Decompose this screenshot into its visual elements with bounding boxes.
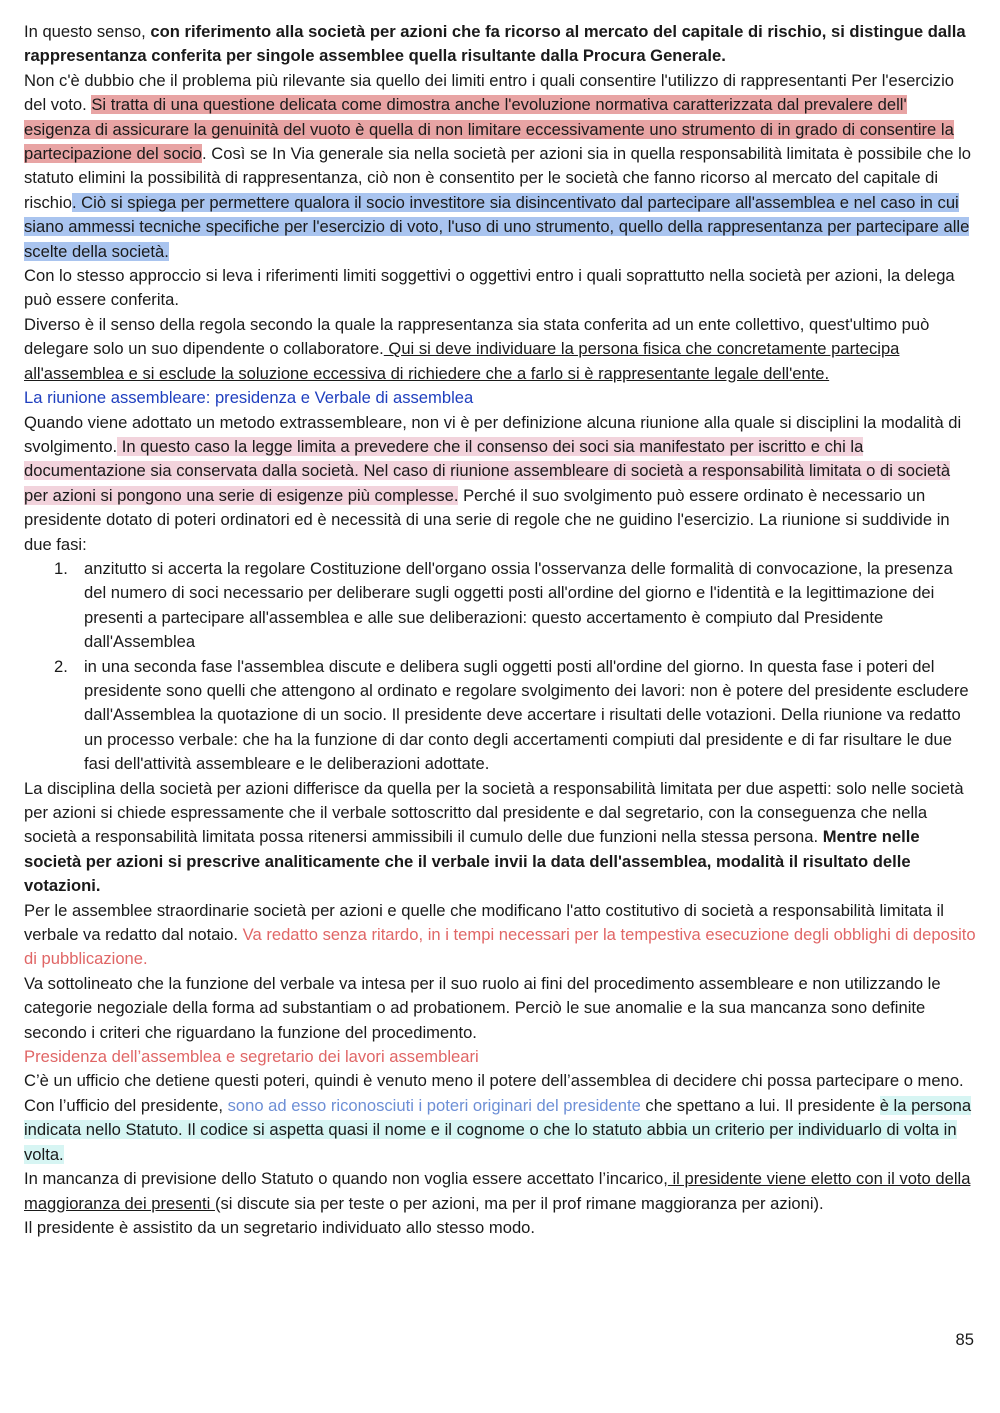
text-run: Quando viene adottato un metodo extrassembleare, non vi è per definizione alcuna riunione alla quale si disciplini la modalità di svolgimento. [24,412,962,456]
paragraph-5 [24,411,976,557]
highlight-red: Si tratta di una questione delicata come dimostra anche l'evoluzione normativa caratterizzata dal prevalere dell' esigenza di assicurare la genuinità del vuoto è quella di non limitare eccessivamente uno strumento di in grado di consentire la partecipazione del socio [24,95,954,164]
text-run: Diverso è il senso della regola secondo la quale la rappresentanza sia stata conferita ad un ente collettivo, quest'ultimo può delegare solo un suo dipendente o collaboratore. [24,314,930,359]
paragraph-8: Va sottolineato che la funzione del verbale va intesa per il suo ruolo ai fini del procedimento assembleare e non utilizzando le categorie negoziale della forma ad substantiam o ad probationem. Perciò le sue anomalie e la sua mancanza sono definite secondo i criteri che riguardano la funzione del procedimento. [24,973,941,1042]
document-page [24,20,976,1240]
list-item [24,557,976,655]
paragraph-6 [24,777,976,899]
paragraph-4 [24,313,976,386]
text-run: (si discute sia per teste o per azioni, ma per il prof rimane maggioranza per azioni). [214,1193,824,1213]
highlight-cyan: è la persona indicata nello Statuto. Il codice si aspetta quasi il nome e il cognome o che lo statuto abbia un criterio per individuarlo di volta in volta. [24,1095,972,1164]
paragraph-11 [24,1167,976,1216]
paragraph-2 [24,69,976,264]
phases-list [24,557,976,777]
list-item-text: in una seconda fase l'assemblea discute e delibera sugli oggetti posti all'ordine del giorno. In questa fase i poteri del presidente sono quelli che attengono al ordinato e regolare svolgimento dei lavori: non è potere del presidente escludere dall'Assemblea la quotazione di un socio. Il presidente deve accertare i risultati delle votazioni. Della riunione va redatto un processo verbale: che ha la funzione di dar conto degli accertamenti compiuti dal presidente e di far risultare le due fasi dell'attività assembleare e le deliberazioni adottate. [84,656,969,774]
paragraph-12: Il presidente è assistito da un segretario individuato allo stesso modo. [24,1217,536,1237]
underlined-text: il presidente viene eletto con il voto della maggioranza dei presenti [24,1169,971,1213]
lightblue-text: sono ad esso riconosciuti i poteri originari del presidente [227,1095,641,1115]
text-run: Con l’ufficio del presidente, [24,1095,228,1115]
paragraph-7 [24,899,976,972]
red-text: Va redatto senza ritardo, in i tempi necessari per la tempestiva esecuzione degli obblighi di deposito di pubblicazione. [24,925,976,969]
text-run: In questo senso, [24,22,151,41]
list-number: 2. [54,656,68,676]
paragraph-10 [24,1094,976,1167]
section-heading-presidenza: Presidenza dell’assemblea e segretario dei lavori assembleari [24,1047,479,1067]
highlight-blue: . Ciò si spiega per permettere qualora il socio investitore sia disincentivato dal partecipare all'assemblea e nel caso in cui siano ammessi tecniche specifiche per l'esercizio di voto, l'uso di uno strumento, quello della rappresentanza per partecipare alle scelte della società. [24,192,970,261]
paragraph-3: Con lo stesso approccio si leva i riferimenti limiti soggettivi o oggettivi entro i quali soprattutto nella società per azioni, la delega può essere conferita. [24,266,955,310]
underlined-text: Qui si deve individuare la persona fisica che concretamente partecipa all'assemblea e si esclude la soluzione eccessiva di richiedere che a farlo si è rappresentante legale dell'ente. [24,339,900,383]
paragraph-9: C’è un ufficio che detiene questi poteri, quindi è venuto meno il potere dell’assemblea di decidere chi possa partecipare o meno. [24,1071,964,1091]
text-run: che spettano a lui. Il presidente [640,1095,880,1115]
paragraph-1 [24,20,976,69]
text-run: La disciplina della società per azioni differisce da quella per la società a responsabilità limitata per due aspetti: solo nelle società per azioni si chiede espressamente che il verbale sottoscritto dal presidente e dal segretario, con la conseguenza che nella società a responsabilità limitata possa ritenersi ammissibili il cumulo delle due funzioni nella stessa persona. [24,778,964,847]
text-run: Non c'è dubbio che il problema più rilevante sia quello dei limiti entro i quali consentire l'utilizzo di rappresentanti Per l'esercizio del voto. [24,70,955,115]
bold-text: Mentre nelle società per azioni si prescrive analiticamente che il verbale invii la data dell'assemblea, modalità il risultato delle votazioni. [24,827,920,896]
text-run: . Così se In Via generale sia nella società per azioni sia in quella responsabilità limitata è possibile che lo statuto elimini la possibilità di rappresentanza, ciò non è consentito per le società che fanno ricorso al mercato del capitale di rischio [24,144,972,212]
highlight-pink: In questo caso la legge limita a prevedere che il consenso dei soci sia manifestato per iscritto e chi la documentazione sia conservata dalla società. Nel caso di riunione assembleare di società a responsabilità limitata o di società per azioni si pongono una serie di esigenze più complesse. [24,436,951,505]
list-item-text: anzitutto si accerta la regolare Costituzione dell'organo ossia l'osservanza delle formalità di convocazione, la presenza del numero di soci necessario per deliberare sugli oggetti posti all'ordine del giorno e l'identità e la legittimazione dei presenti a partecipare all'assemblea e alle sue deliberazioni: questo accertamento è compiuto dal Presidente dall'Assemblea [84,558,953,652]
page-number: 85 [955,1330,974,1349]
text-run: In mancanza di previsione dello Statuto o quando non voglia essere accettato l’incarico, [24,1169,668,1189]
section-heading-riunione: La riunione assembleare: presidenza e Verbale di assemblea [24,388,474,408]
text-run: Per le assemblee straordinarie società per azioni e quelle che modificano l'atto costitutivo di società a responsabilità limitata il verbale va redatto dal notaio. [24,900,944,945]
list-item [24,655,976,777]
bold-text: con riferimento alla società per azioni che fa ricorso al mercato del capitale di rischio, si distingue dalla rappresentanza conferita per singole assemblee quella risultante dalla Procura Generale. [24,22,966,66]
text-run: Perché il suo svolgimento può essere ordinato è necessario un presidente dotato di poteri ordinatori ed è necessità di una serie di regole che ne guidino l'esercizio. La riunione si suddivide in due fasi: [24,485,950,554]
list-number: 1. [54,558,68,578]
